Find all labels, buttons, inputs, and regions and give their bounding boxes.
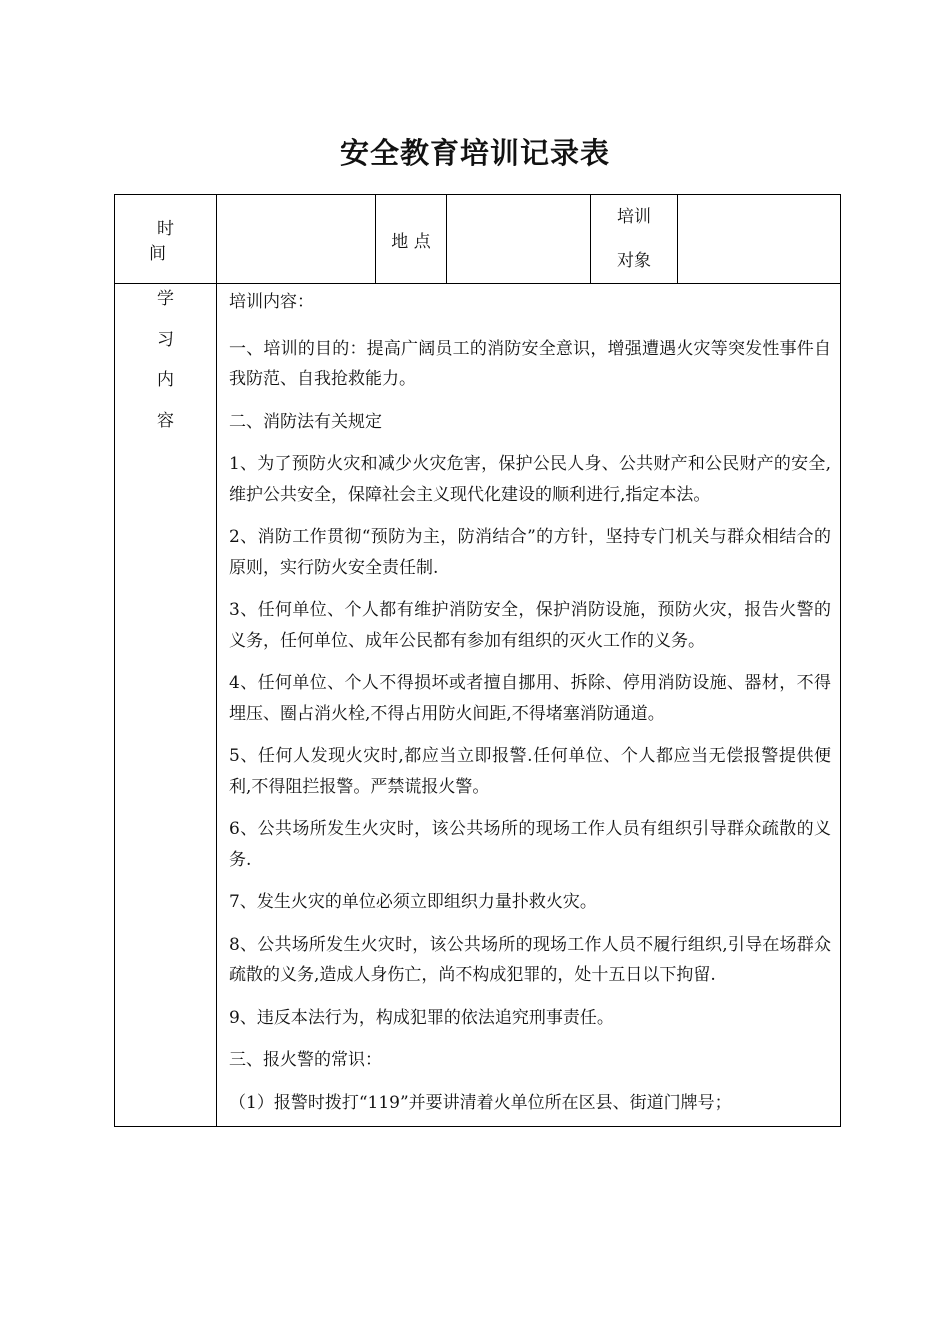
content-paragraph: 1、为了预防火灾和减少火灾危害，保护公民人身、公共财产和公民财产的安全,维护公共安全，保障社会主义现代化建设的顺利进行,指定本法。 <box>229 454 831 505</box>
time-value-cell[interactable] <box>217 195 376 284</box>
header-row <box>115 195 841 284</box>
content-paragraph: 2、消防工作贯彻“预防为主，防消结合”的方针，坚持专门机关与群众相结合的原则，实行防火安全责任制. <box>229 527 831 578</box>
target-value-cell[interactable] <box>678 195 841 284</box>
location-value-cell[interactable] <box>447 195 591 284</box>
side-label-char: 学 <box>157 289 174 309</box>
content-paragraph: 9、违反本法行为，构成犯罪的依法追究刑事责任。 <box>229 1007 614 1028</box>
content-paragraph: 一、培训的目的：提高广阔员工的消防安全意识，增强遭遇火灾等突发性事件自我防范、自我抢救能力。 <box>229 338 831 389</box>
content-paragraph: 5、任何人发现火灾时,都应当立即报警.任何单位、个人都应当无偿报警提供便利,不得阻拦报警。严禁谎报火警。 <box>229 746 831 797</box>
content-paragraph: 3、任何单位、个人都有维护消防安全，保护消防设施，预防火灾，报告火警的义务，任何单位、成年公民都有参加有组织的灭火工作的义务。 <box>229 600 831 651</box>
time-label-cell <box>115 195 217 284</box>
content-intro: 培训内容： <box>229 292 314 312</box>
side-label-char: 习 <box>157 329 174 350</box>
content-paragraph: （1）报警时拨打“119”并要讲清着火单位所在区县、街道门牌号； <box>229 1092 732 1113</box>
content-paragraph: 8、公共场所发生火灾时，该公共场所的现场工作人员不履行组织,引导在场群众疏散的义务,造成人身伤亡，尚不构成犯罪的，处十五日以下拘留. <box>229 934 831 985</box>
content-row <box>115 284 841 1127</box>
training-content-cell <box>217 284 841 1127</box>
content-paragraph: 7、发生火灾的单位必须立即组织力量扑救火灾。 <box>229 892 597 912</box>
time-label: 时 间 <box>149 219 190 264</box>
side-label-char: 容 <box>157 410 174 431</box>
content-paragraph: 4、任何单位、个人不得损坏或者擅自挪用、拆除、停用消防设施、器材，不得埋压、圈占消火栓,不得占用防火间距,不得堵塞消防通道。 <box>229 673 831 724</box>
document-title: 安全教育培训记录表 <box>339 136 610 170</box>
learning-content-label-cell <box>115 284 217 1127</box>
content-paragraph: 三、报火警的常识： <box>229 1050 382 1070</box>
content-paragraph: 二、消防法有关规定 <box>229 411 382 432</box>
target-label-cell <box>591 195 678 284</box>
target-label-line1: 培训 <box>617 207 651 227</box>
location-label: 地 点 <box>391 231 431 252</box>
target-label-line2: 对象 <box>617 251 651 271</box>
side-label-char: 内 <box>157 370 174 390</box>
location-label-cell <box>376 195 447 284</box>
training-record-table <box>114 194 841 1127</box>
content-paragraph: 6、公共场所发生火灾时，该公共场所的现场工作人员有组织引导群众疏散的义务. <box>229 819 831 870</box>
